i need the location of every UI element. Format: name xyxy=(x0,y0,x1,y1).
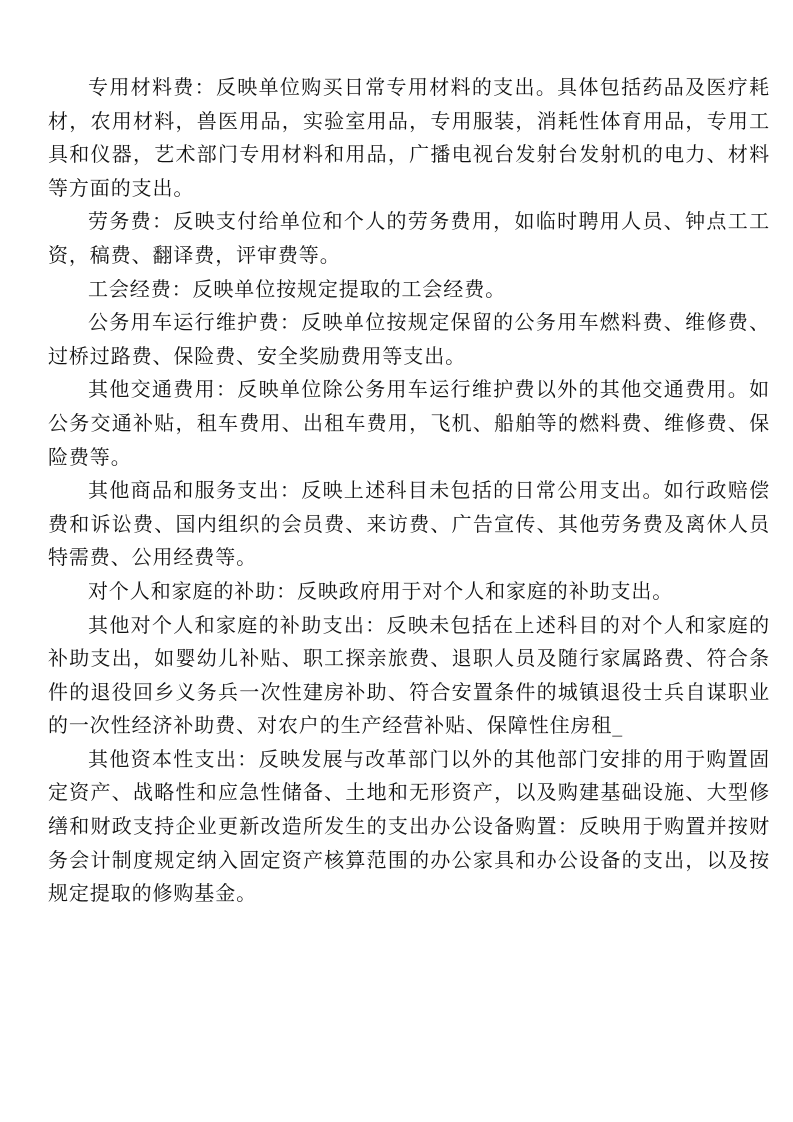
paragraph-other-transport: 其他交通费用：反映单位除公务用车运行维护费以外的其他交通费用。如公务交通补贴，租车费用、出租车费用，飞机、船舶等的燃料费、维修费、保险费等。 xyxy=(48,377,770,469)
paragraph-individual-family-subsidy: 对个人和家庭的补助：反映政府用于对个人和家庭的补助支出。 xyxy=(88,578,674,603)
paragraph-other-capital-expenditure: 其他资本性支出：反映发展与改革部门以外的其他部门安排的用于购置固定资产、战略性和应急性储备、土地和无形资产，以及购建基础设施、大型修缮和财政支持企业更新改造所发生的支出办公设备购置：反映用于购置并按财务会计制度规定纳入固定资产核算范围的办公家具和办公设备的支出，以及按规定提取的修购基金。 xyxy=(48,746,770,906)
paragraph-union-fees: 工会经费：反映单位按规定提取的工会经费。 xyxy=(88,276,506,301)
paragraph-labor-fees: 劳务费：反映支付给单位和个人的劳务费用，如临时聘用人员、钟点工工资，稿费、翻译费，评审费等。 xyxy=(48,209,770,267)
paragraph-official-vehicle: 公务用车运行维护费：反映单位按规定保留的公务用车燃料费、维修费、过桥过路费、保险费、安全奖励费用等支出。 xyxy=(48,310,770,368)
document-body xyxy=(48,71,770,911)
paragraph-special-materials: 专用材料费：反映单位购买日常专用材料的支出。具体包括药品及医疗耗材，农用材料，兽医用品，实验室用品，专用服装，消耗性体育用品，专用工具和仪器，艺术部门专用材料和用品，广播电视台发射台发射机的电力、材料等方面的支出。 xyxy=(48,75,770,200)
paragraph-other-goods-services: 其他商品和服务支出：反映上述科目未包括的日常公用支出。如行政赔偿费和诉讼费、国内组织的会员费、来访费、广告宣传、其他劳务费及离休人员特需费、公用经费等。 xyxy=(48,478,770,570)
paragraph-other-individual-subsidy: 其他对个人和家庭的补助支出：反映未包括在上述科目的对个人和家庭的补助支出，如婴幼儿补贴、职工探亲旅费、退职人员及随行家属路费、符合条件的退役回乡义务兵一次性建房补助、符合安置条件的城镇退役士兵自谋职业的一次性经济补助费、对农户的生产经营补贴、保障性住房租_ xyxy=(48,612,770,738)
